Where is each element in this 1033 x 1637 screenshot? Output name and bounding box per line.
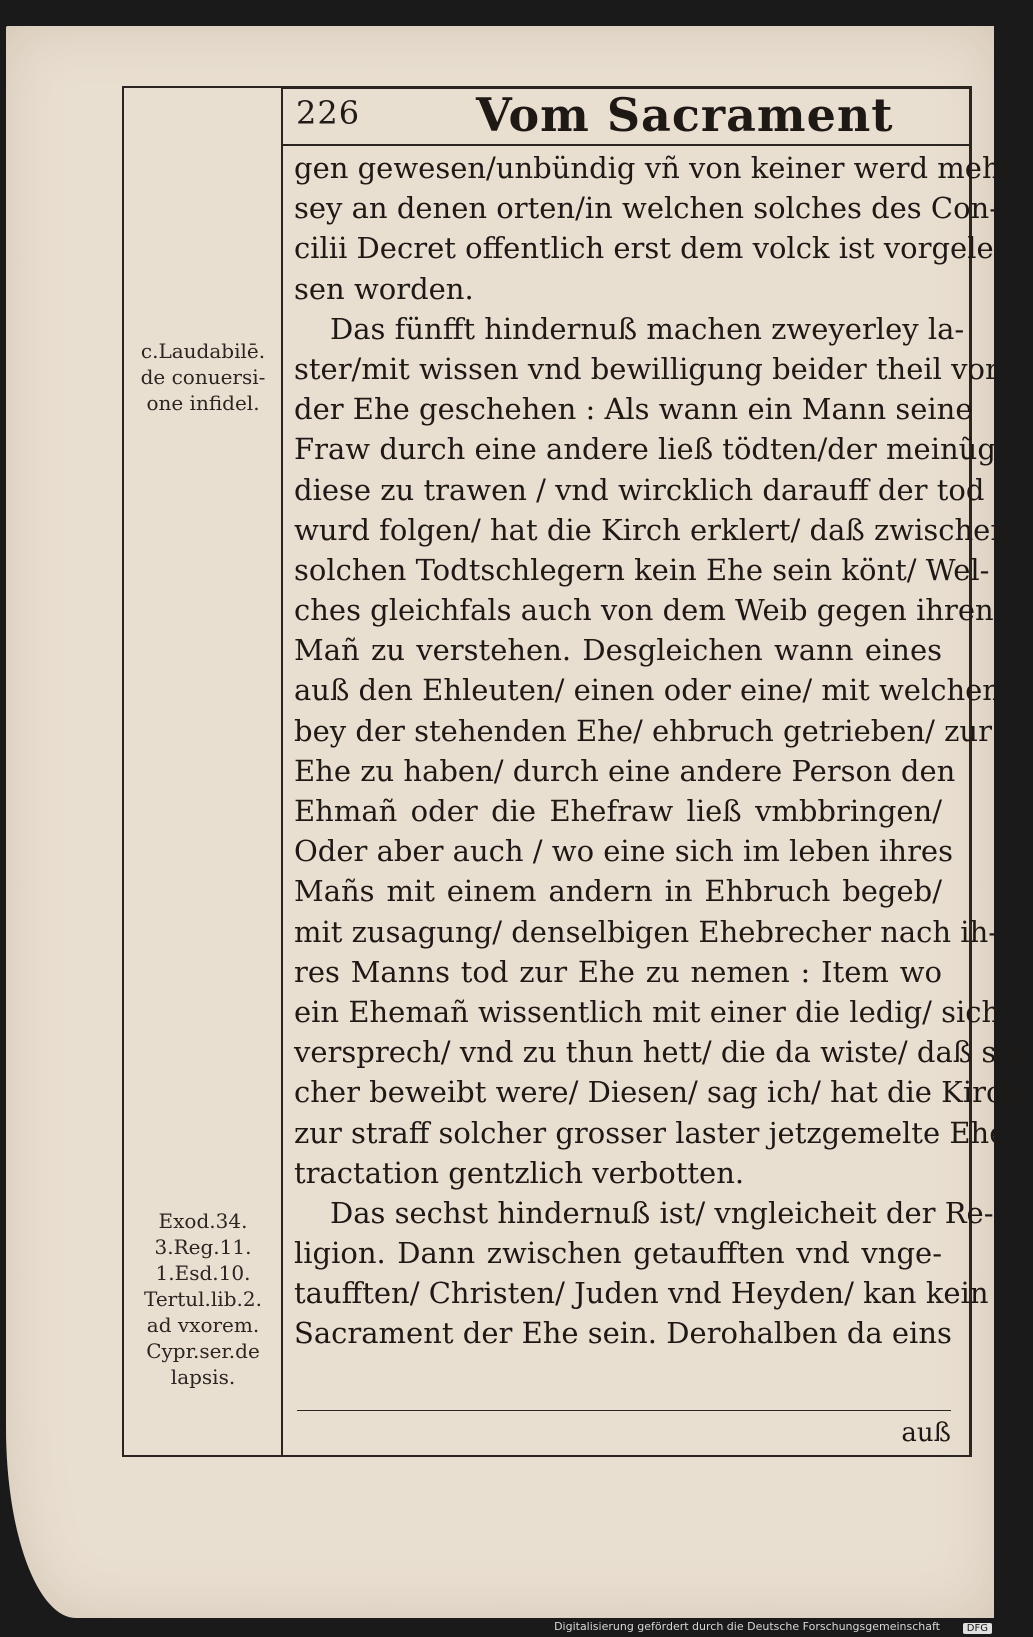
text-line: ster/mit wissen vnd bewilligung beider theil vor bbox=[294, 351, 999, 386]
text-line: Ehmañ oder die Ehefraw ließ vmbbringen/ bbox=[294, 794, 942, 828]
text-line: res Manns tod zur Ehe zu nemen : Item wo bbox=[294, 954, 942, 989]
text-line: gen gewesen/unbündig vñ von keiner werd mehr bbox=[294, 151, 1015, 185]
text-line: tractation gentzlich verbotten. bbox=[294, 1155, 745, 1190]
text-line: Sacrament der Ehe sein. Derohalben da eins bbox=[294, 1316, 952, 1351]
book-page bbox=[6, 26, 1033, 1618]
header-rule bbox=[283, 144, 969, 146]
text-line: versprech/ vnd zu thun hett/ die da wiste/ daß sol- bbox=[294, 1035, 1033, 1070]
margin-note-line: one infidel. bbox=[146, 391, 260, 415]
text-line: bey der stehenden Ehe/ ehbruch getrieben/ zur bbox=[294, 713, 992, 748]
running-head: Vom Sacrament bbox=[476, 88, 894, 142]
text-line: taufften/ Christen/ Juden vnd Heyden/ kan kein bbox=[294, 1276, 989, 1311]
text-line: diese zu trawen / vnd wircklich darauff der tod bbox=[294, 472, 985, 507]
digitization-credit: Digitalisierung gefördert durch die Deutsche Forschungsgemeinschaft bbox=[554, 1620, 940, 1633]
footer-rule bbox=[297, 1410, 951, 1411]
text-line: der Ehe geschehen : Als wann ein Mann seine bbox=[294, 392, 973, 427]
text-line: Fraw durch eine andere ließ tödten/der meinũg bbox=[294, 432, 996, 467]
page-number: 226 bbox=[296, 94, 361, 132]
margin-note-line: lapsis. bbox=[170, 1365, 236, 1389]
margin-note-line: de conuersi- bbox=[140, 365, 266, 389]
margin-note-line: Cypr.ser.de bbox=[146, 1339, 260, 1363]
margin-note-line: Tertul.lib.2. bbox=[144, 1287, 262, 1311]
text-line: mit zusagung/ denselbigen Ehebrecher nach ih- bbox=[294, 914, 999, 949]
text-line: wurd folgen/ hat die Kirch erklert/ daß zwischen bbox=[294, 512, 1010, 547]
text-line: sey an denen orten/in welchen solches des Con- bbox=[294, 191, 1000, 226]
margin-note-line: 3.Reg.11. bbox=[154, 1235, 252, 1259]
text-line: ligion. Dann zwischen getaufften vnd vnge- bbox=[294, 1236, 942, 1271]
text-line: solchen Todtschlegern kein Ehe sein könt/ Wel- bbox=[294, 552, 990, 587]
body-text bbox=[294, 148, 1033, 1354]
margin-note-1 bbox=[124, 338, 282, 416]
text-line: auß den Ehleuten/ einen oder eine/ mit welchen bbox=[294, 673, 1001, 708]
text-line: Das fünfft hindernuß machen zweyerley la- bbox=[330, 311, 965, 346]
text-line: sen worden. bbox=[294, 271, 474, 306]
margin-note-line: c.Laudabilē. bbox=[140, 339, 266, 363]
text-line: zur straff solcher grosser laster jetzgemelte Ehe bbox=[294, 1115, 1007, 1150]
text-line: ches gleichfals auch von dem Weib gegen ihren bbox=[294, 593, 994, 628]
margin-note-line: Exod.34. bbox=[158, 1209, 248, 1233]
margin-note-line: ad vxorem. bbox=[146, 1313, 260, 1337]
text-line: Mañ zu verstehen. Desgleichen wann eines bbox=[294, 633, 942, 668]
margin-note-2 bbox=[124, 1208, 282, 1390]
catchword: auß bbox=[901, 1418, 951, 1448]
text-line: Mañs mit einem andern in Ehbruch begeb/ bbox=[294, 874, 942, 909]
dfg-logo-badge: DFG bbox=[963, 1623, 992, 1634]
text-line: cilii Decret offentlich erst dem volck ist vorgele- bbox=[294, 231, 1004, 266]
text-line: Ehe zu haben/ durch eine andere Person den bbox=[294, 753, 956, 788]
margin-note-line: 1.Esd.10. bbox=[155, 1261, 251, 1285]
page-frame bbox=[122, 86, 1033, 1457]
text-line: cher beweibt were/ Diesen/ sag ich/ hat die Kirch bbox=[294, 1075, 1021, 1110]
text-line: Oder aber auch / wo eine sich im leben ihres bbox=[294, 834, 953, 869]
text-line: ein Ehemañ wissentlich mit einer die ledig/ sich bbox=[294, 994, 1001, 1029]
text-line: Das sechst hindernuß ist/ vngleicheit der Re- bbox=[330, 1195, 994, 1230]
